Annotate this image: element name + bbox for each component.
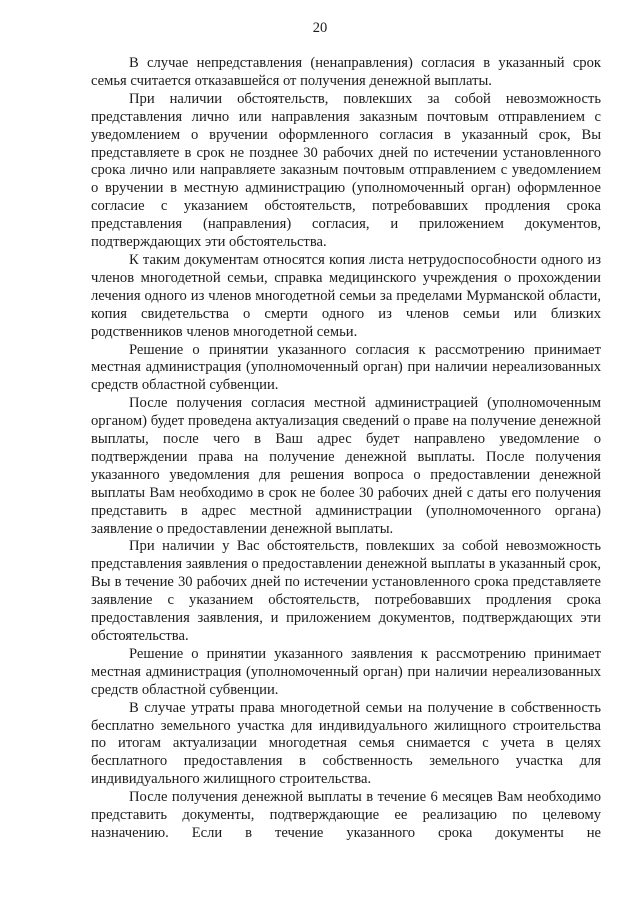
paragraph-circumstances-application: При наличии у Вас обстоятельств, повлекших за собой невозможность представления заявления о предоставлении денежной выплаты в указанный срок, Вы в течение 30 рабочих дней по истечении установленного срока представляете заявление с указанием обстоятельств, потребовавших продления срока предоставления заявления, и приложением документов, подтверждающих эти обстоятельства.	[91, 538, 601, 644]
paragraph-loss-of-right: В случае утраты права многодетной семьи на получение в собственность бесплатно земельного участка для индивидуального жилищного строительства по итогам актуализации многодетная семья снимается с учета в целях бесплатного предоставления в собственность земельного участка для индивидуального жилищного строительства.	[91, 699, 601, 788]
paragraph-after-consent-received: После получения согласия местной администрацией (уполномоченным органом) будет проведена актуализация сведений о праве на получение денежной выплаты, после чего в Ваш адрес будет направлено уведомление о подтверждении права на получение денежной выплаты. После получения указанного уведомления для решения вопроса о предоставлении денежной выплаты Вам необходимо в срок не более 30 рабочих дней с даты его получения представить в адрес местной администрации (уполномоченного органа) заявление о предоставлении денежной выплаты.	[91, 395, 601, 537]
paragraph-decision-on-application: Решение о принятии указанного заявления к рассмотрению принимает местная администрация (уполномоченный орган) при наличии нереализованных средств областной субвенции.	[91, 645, 601, 698]
paragraph-circumstances-consent: При наличии обстоятельств, повлекших за собой невозможность представления лично или направления заказным почтовым отправлением с уведомлением о вручении оформленного согласия в указанный срок, Вы представляете в срок не позднее 30 рабочих дней по истечении установленного срока лично или направляете заказным почтовым отправлением с уведомлением о вручении в местную администрацию (уполномоченный орган) оформленное согласие с указанием обстоятельств, потребовавших продления срока представления (направления) согласия, и приложением документов, подтверждающих эти обстоятельства.	[91, 90, 601, 251]
document-body	[91, 55, 601, 843]
paragraph-decision-on-consent: Решение о принятии указанного согласия к рассмотрению принимает местная администрация (уполномоченный орган) при наличии нереализованных средств областной субвенции.	[91, 341, 601, 394]
paragraph-after-payment: После получения денежной выплаты в течение 6 месяцев Вам необходимо представить документы, подтверждающие ее реализацию по целевому назначению. Если в течение указанного срока документы не	[91, 789, 601, 841]
page-number: 20	[312, 20, 328, 36]
paragraph-refusal-by-default: В случае непредставления (ненаправления) согласия в указанный срок семья считается отказавшейся от получения денежной выплаты.	[91, 55, 601, 89]
paragraph-supporting-documents: К таким документам относятся копия листа нетрудоспособности одного из членов многодетной семьи, справка медицинского учреждения о прохождении лечения одного из членов многодетной семьи за пределами Мурманской области, копия свидетельства о смерти одного из членов семьи или близких родственников членов многодетной семьи.	[91, 251, 601, 340]
